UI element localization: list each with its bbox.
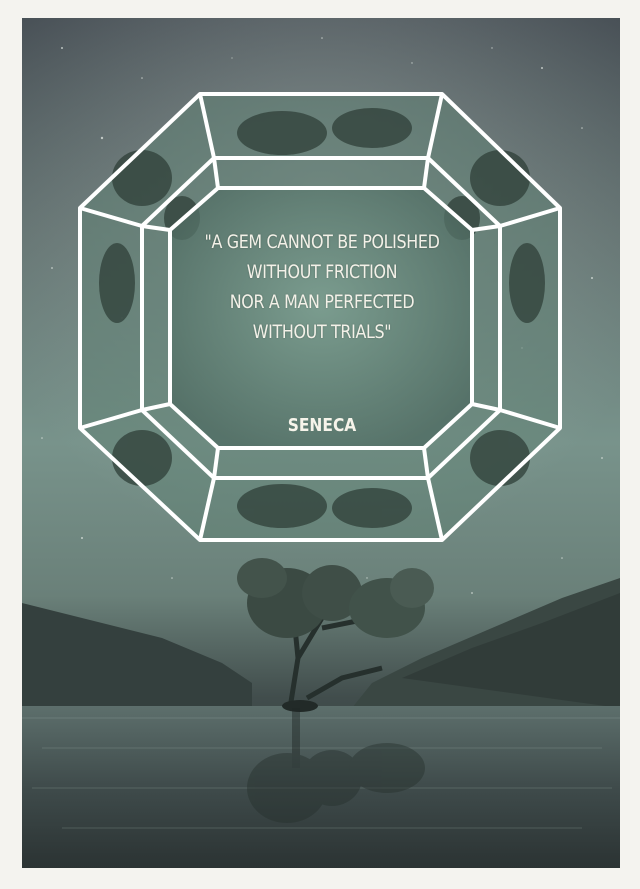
quote-line-2: WITHOUT FRICTION <box>246 262 398 283</box>
poster <box>22 18 620 868</box>
quote-text <box>193 228 451 348</box>
gem-outline <box>22 18 620 868</box>
quote-line-3: NOR A MAN PERFECTED <box>229 292 415 313</box>
quote-author: SENECA <box>287 415 357 436</box>
quote-line-4: WITHOUT TRIALS" <box>252 322 392 343</box>
quote-line-1: "A GEM CANNOT BE POLISHED <box>204 232 440 253</box>
